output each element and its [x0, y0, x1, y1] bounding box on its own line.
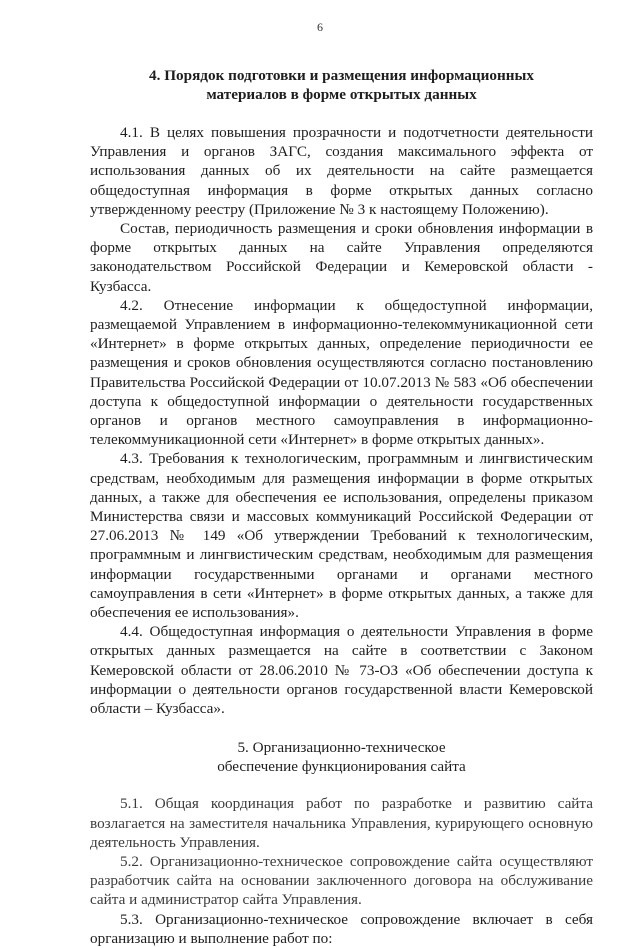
paragraph-4-1-composition: Состав, периодичность размещения и сроки обновления информации в форме открытых данных на сайте Управления определяются законодательством Российской Федерации и Кемеровской области - Кузбасса.: [90, 220, 593, 295]
paragraph-4-4: 4.4. Общедоступная информация о деятельности Управления в форме открытых данных размещается на сайте в соответствии с Законом Кемеровской области от 28.06.2010 № 73-ОЗ «Об обеспечении доступа к информации о деятельности органов государственной власти Кемеровской области – Кузбасса».: [90, 623, 593, 718]
section-5-title-line2: обеспечение функционирования сайта: [217, 758, 466, 776]
paragraph-4-3: 4.3. Требования к технологическим, программным и лингвистическим средствам, необходимым для размещения информации в форме открытых данных, а также для обеспечения ее использования, определены приказом Министерства связи и массовых коммуникаций Российской Федерации от 27.06.2013 № 149 «Об утверждении Требований к технологическим, программным и лингвистическим средствам, необходимым для размещения информации государственными органами и органами местного самоуправления в сети «Интернет» в форме открытых данных, а также для обеспечения ее использования».: [90, 450, 593, 622]
section-4-title-line2: материалов в форме открытых данных: [206, 86, 477, 103]
paragraph-4-1: 4.1. В целях повышения прозрачности и подотчетности деятельности Управления и органов ЗАГС, создания максимального эффекта от использования данных об их деятельности на сайте размещается общедоступная информация в форме открытых данных согласно утвержденному реестру (Приложение № 3 к настоящему Положению).: [90, 124, 593, 218]
section-5-title-line1: 5. Организационно-техническое: [237, 739, 446, 757]
paragraph-5-3: 5.3. Организационно-техническое сопровождение включает в себя организацию и выполнение работ по:: [90, 910, 593, 947]
section-4-body: [90, 123, 593, 718]
section-4-title: [90, 0, 593, 104]
section-5-body: [90, 794, 593, 948]
paragraph-5-2: 5.2. Организационно-техническое сопровождение сайта осуществляют разработчик сайта на основании заключенного договора на обслуживание сайта и администратор сайта Управления.: [90, 852, 593, 909]
section-5-title: [90, 738, 593, 776]
section-4-title-line1: 4. Порядок подготовки и размещения информационных: [149, 67, 534, 84]
paragraph-5-1: 5.1. Общая координация работ по разработке и развитию сайта возлагается на заместителя начальника Управления, курирующего основную деятельность Управления.: [90, 795, 593, 851]
paragraph-4-2: 4.2. Отнесение информации к общедоступной информации, размещаемой Управлением в информационно-телекоммуникационной сети «Интернет» в форме открытых данных, определение периодичности ее размещения и сроков обновления осуществляются согласно постановлению Правительства Российской Федерации от 10.07.2013 № 583 «Об обеспечении доступа к общедоступной информации о деятельности государственных органов и органов местного самоуправления в информационно-телекоммуникационной сети «Интернет» в форме открытых данных».: [90, 296, 593, 449]
page-number: 6: [317, 20, 323, 34]
